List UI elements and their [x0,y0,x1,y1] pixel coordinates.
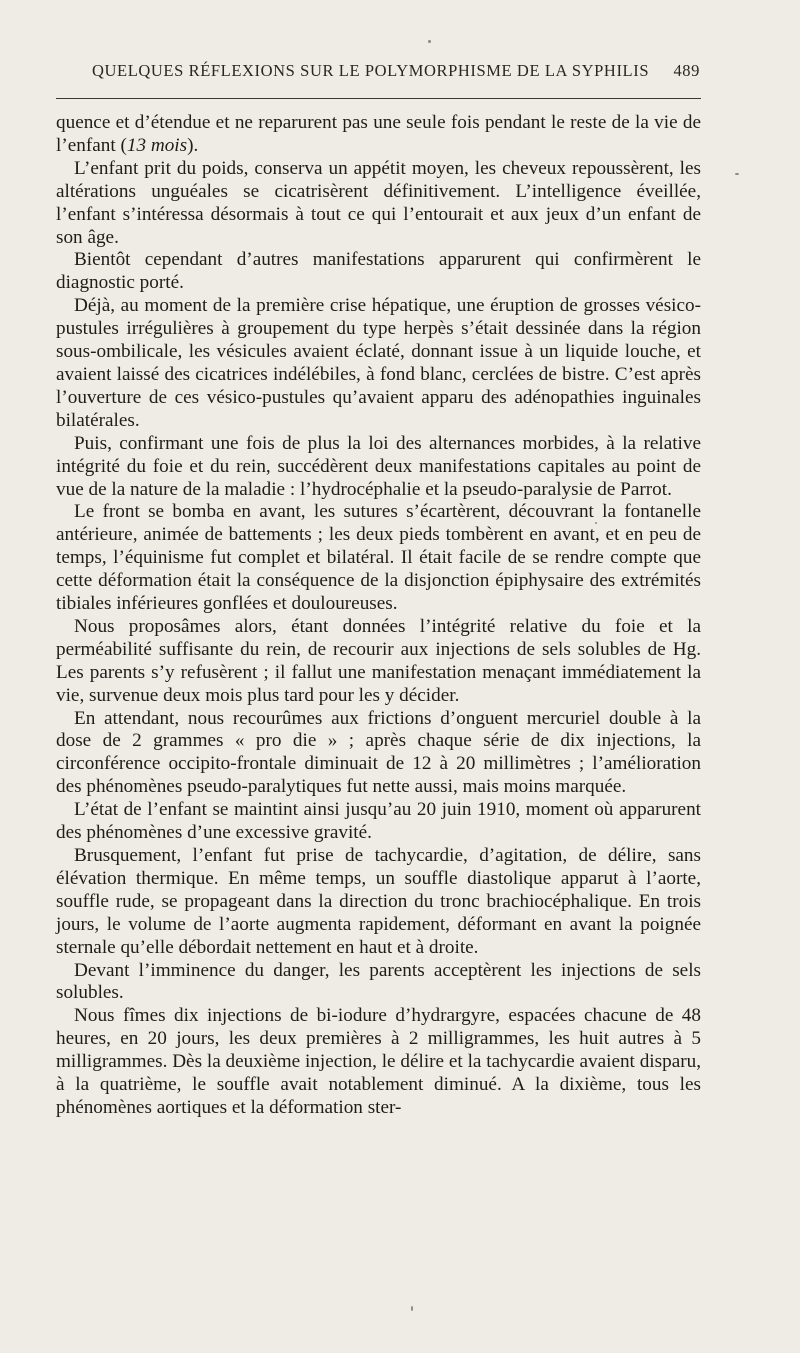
paragraph: Devant l’imminence du danger, les parents acceptèrent les injections de sels solubles. [56,959,701,1004]
paragraph: Déjà, au moment de la première crise hépatique, une éruption de grosses vésico-pustules irrégulières à groupement du type herpès s’était dessinée dans la région sous-ombilicale, les vésicules avaient éclaté, donnant issue à un liquide louche, et avaient laissé des cicatrices indélébiles, à fond blanc, cerclées de bistre. C’est après l’ouverture de ces vésico-pustules qu’avaient apparu des adénopathies inguinales bilatérales. [56,295,701,431]
paragraph: Nous proposâmes alors, étant données l’intégrité relative du foie et la perméabilité suffisante du rein, de recourir aux injections de sels solubles de Hg. Les parents s’y refusèrent ; il fallut une manifestation menaçant immédiatement la vie, survenue deux mois plus tard pour les y décider. [56,615,701,706]
paragraph: En attendant, nous recourûmes aux frictions d’onguent mercuriel double à la dose de 2 grammes « pro die » ; après chaque série de dix injections, la circonférence occipito-frontale diminuait de 12 à 20 millimètres ; l’amélioration des phénomènes pseudo-paralytiques fut nette aussi, mais moins marquée. [56,707,701,798]
paper-speck [595,522,597,524]
running-title: QUELQUES RÉFLEXIONS SUR LE POLYMORPHISME DE LA SYPHILIS [92,61,650,80]
header-rule [56,98,701,99]
running-header [92,61,700,81]
paragraph: L’état de l’enfant se maintint ainsi jusqu’au 20 juin 1910, moment où apparurent des phénomènes d’une excessive gravité. [56,799,701,844]
italic-text: 13 mois [126,134,188,156]
paper-speck [735,173,739,175]
paragraph: L’enfant prit du poids, conserva un appétit moyen, les cheveux repoussèrent, les altérations unguéales se cicatrisèrent définitivement. L’intelligence éveillée, l’enfant s’intéressa désormais à tout ce qui l’entourait et aux jeux d’un enfant de son âge. [56,157,701,248]
paragraph-text: quence et d’étendue et ne reparurent pas une seule fois pendant le reste de la vie de l’enfant ( [56,112,701,156]
paper-speck [428,40,431,43]
page-number: 489 [673,61,700,80]
body-text [56,112,701,1120]
paragraph-text: ). [187,134,199,156]
paragraph: Brusquement, l’enfant fut prise de tachycardie, d’agitation, de délire, sans élévation thermique. En même temps, un souffle diastolique apparut à l’aorte, souffle rude, se propageant dans la direction du tronc brachiocéphalique. En trois jours, le volume de l’aorte augmenta rapidement, déformant en avant la poignée sternale qu’elle débordait nettement en haut et à droite. [56,845,701,958]
paragraph: Puis, confirmant une fois de plus la loi des alternances morbides, à la relative intégrité du foie et du rein, succédèrent deux manifestations capitales au point de vue de la nature de la maladie : l’hydrocéphalie et la pseudo-paralysie de Parrot. [56,432,701,500]
paragraph: Bientôt cependant d’autres manifestations apparurent qui confirmèrent le diagnostic porté. [56,249,701,294]
paragraph [56,112,701,158]
paper-speck [411,1306,413,1311]
paragraph: Le front se bomba en avant, les sutures s’écartèrent, découvrant la fontanelle antérieure, animée de battements ; les deux pieds tombèrent en avant, et en peu de temps, l’équinisme fut complet et bilatéral. Il était facile de se rendre compte que cette déformation était la conséquence de la disjonction épiphysaire des extrémités tibiales inférieures gonflées et douloureuses. [56,501,701,615]
paragraph: Nous fîmes dix injections de bi-iodure d’hydrargyre, espacées chacune de 48 heures, en 20 jours, les deux premières à 2 milligrammes, les huit autres à 5 milligrammes. Dès la deuxième injection, le délire et la tachycardie avaient disparu, à la quatrième, le souffle avait notablement diminué. A la dixième, tous les phénomènes aortiques et la déformation ster- [56,1005,701,1118]
